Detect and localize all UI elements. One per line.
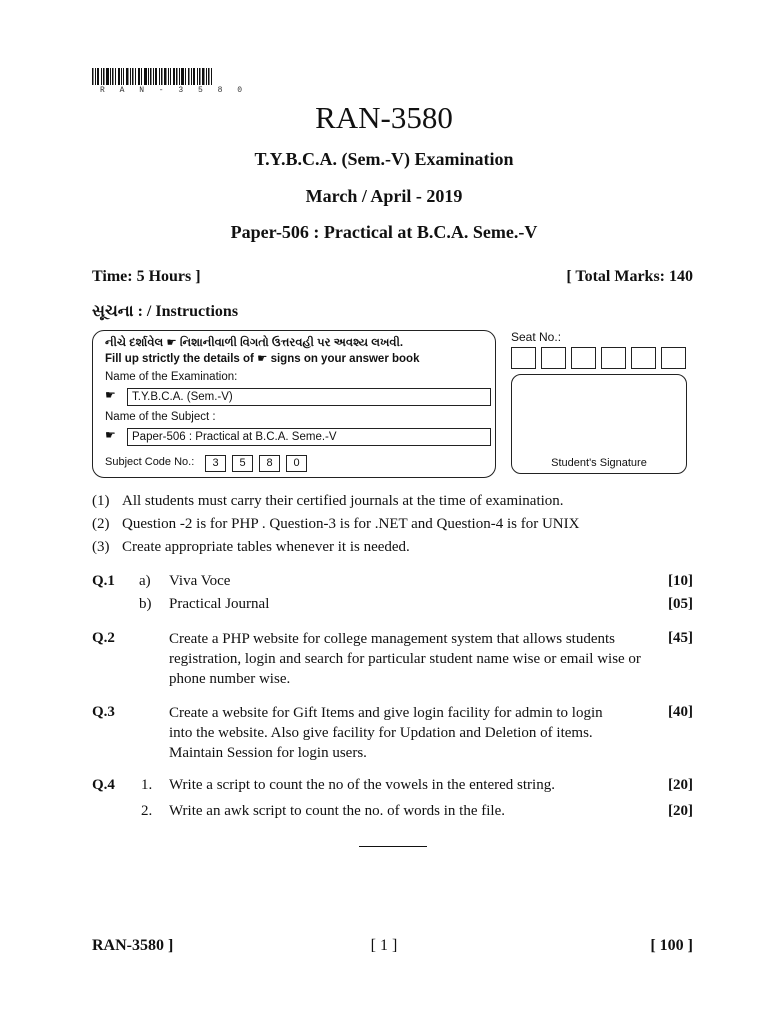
seat-number-cell[interactable] (661, 347, 686, 369)
question-4-1-text: Write a script to count the no of the vowels in the entered string. (169, 777, 555, 793)
paper-title: Paper-506 : Practical at B.C.A. Seme.-V (230, 222, 538, 242)
seat-number-cell[interactable] (541, 347, 566, 369)
subject-code-digit: 8 (259, 455, 280, 472)
question-3-number: Q.3 (92, 704, 115, 720)
subject-name-value: Paper-506 : Practical at B.C.A. Seme.-V (127, 428, 491, 446)
question-4-1-marks: [20] (668, 777, 693, 793)
instructions-heading: સૂચના : / Instructions (92, 303, 239, 320)
seat-number-cell[interactable] (631, 347, 656, 369)
question-2-marks: [45] (668, 630, 693, 646)
instruction-item (92, 539, 410, 556)
subject-name-field (105, 428, 491, 446)
seat-number-label: Seat No.: (511, 330, 562, 344)
instruction-number: (3) (92, 539, 110, 555)
pointing-hand-icon: ☛ (105, 428, 116, 442)
subject-code-label: Subject Code No.: (105, 456, 195, 468)
instruction-item (92, 516, 579, 533)
question-2-number: Q.2 (92, 630, 115, 646)
gujarati-instruction: નીચે દર્શાવેલ ☛ નિશાનીવાળી વિગતો ઉત્તરવહી પર અવશ્ય લખવી. (105, 337, 404, 349)
question-4-2-marks: [20] (668, 803, 693, 819)
total-marks-label: [ Total Marks: 140 (566, 268, 693, 285)
pointing-hand-icon: ☛ (105, 388, 116, 402)
seat-number-cell[interactable] (511, 347, 536, 369)
instruction-item (92, 493, 564, 510)
instruction-text: Question -2 is for PHP . Question-3 is for .NET and Question-4 is for UNIX (122, 516, 580, 532)
barcode (92, 68, 212, 85)
time-label: Time: 5 Hours ] (92, 268, 201, 285)
subject-code-digit: 3 (205, 455, 226, 472)
exam-name-field (105, 388, 491, 406)
paper-code-title: RAN-3580 (315, 100, 453, 135)
question-3-text: Create a website for Gift Items and give login facility for admin to login into the website. Also give facility for Updation and Deletion of items. Maintain Session for login users. (169, 705, 603, 761)
question-1a-text: Viva Voce (169, 573, 231, 589)
question-1b-text: Practical Journal (169, 596, 270, 612)
question-1a-marks: [10] (668, 573, 693, 589)
end-divider (359, 846, 427, 847)
exam-date: March / April - 2019 (305, 186, 463, 206)
instruction-number: (2) (92, 516, 110, 532)
footer-paper-code: RAN-3580 ] (92, 937, 174, 954)
footer-page-number: [ 1 ] (370, 937, 398, 954)
footer-total: [ 100 ] (650, 937, 693, 954)
subject-name-label: Name of the Subject : (105, 411, 216, 423)
question-1b-label: b) (139, 596, 152, 612)
barcode-text: R A N - 3 5 8 0 (100, 86, 248, 95)
question-4-1-label: 1. (141, 777, 153, 793)
question-1b-marks: [05] (668, 596, 693, 612)
question-4-number: Q.4 (92, 777, 115, 793)
instruction-text: All students must carry their certified journals at the time of examination. (122, 493, 564, 509)
question-4-2-label: 2. (141, 803, 153, 819)
seat-number-cell[interactable] (571, 347, 596, 369)
exam-title: T.Y.B.C.A. (Sem.-V) Examination (254, 149, 514, 169)
exam-name-value: T.Y.B.C.A. (Sem.-V) (127, 388, 491, 406)
student-signature-box[interactable] (511, 374, 687, 474)
question-3-marks: [40] (668, 704, 693, 720)
exam-name-label: Name of the Examination: (105, 371, 238, 383)
subject-code-digit: 0 (286, 455, 307, 472)
candidate-details-box (92, 330, 496, 478)
english-instruction: Fill up strictly the details of ☛ signs on your answer book (105, 353, 420, 365)
question-4-2-text: Write an awk script to count the no. of words in the file. (169, 803, 505, 819)
instruction-text: Create appropriate tables whenever it is needed. (122, 539, 410, 555)
question-1a-label: a) (139, 573, 151, 589)
question-2-text: Create a PHP website for college management system that allows students registration, login and search for particular student name wise or email wise or phone number wise. (169, 631, 641, 687)
instruction-number: (1) (92, 493, 110, 509)
question-1-number: Q.1 (92, 573, 115, 589)
signature-label: Student's Signature (551, 457, 647, 469)
subject-code-digit: 5 (232, 455, 253, 472)
seat-number-cell[interactable] (601, 347, 626, 369)
